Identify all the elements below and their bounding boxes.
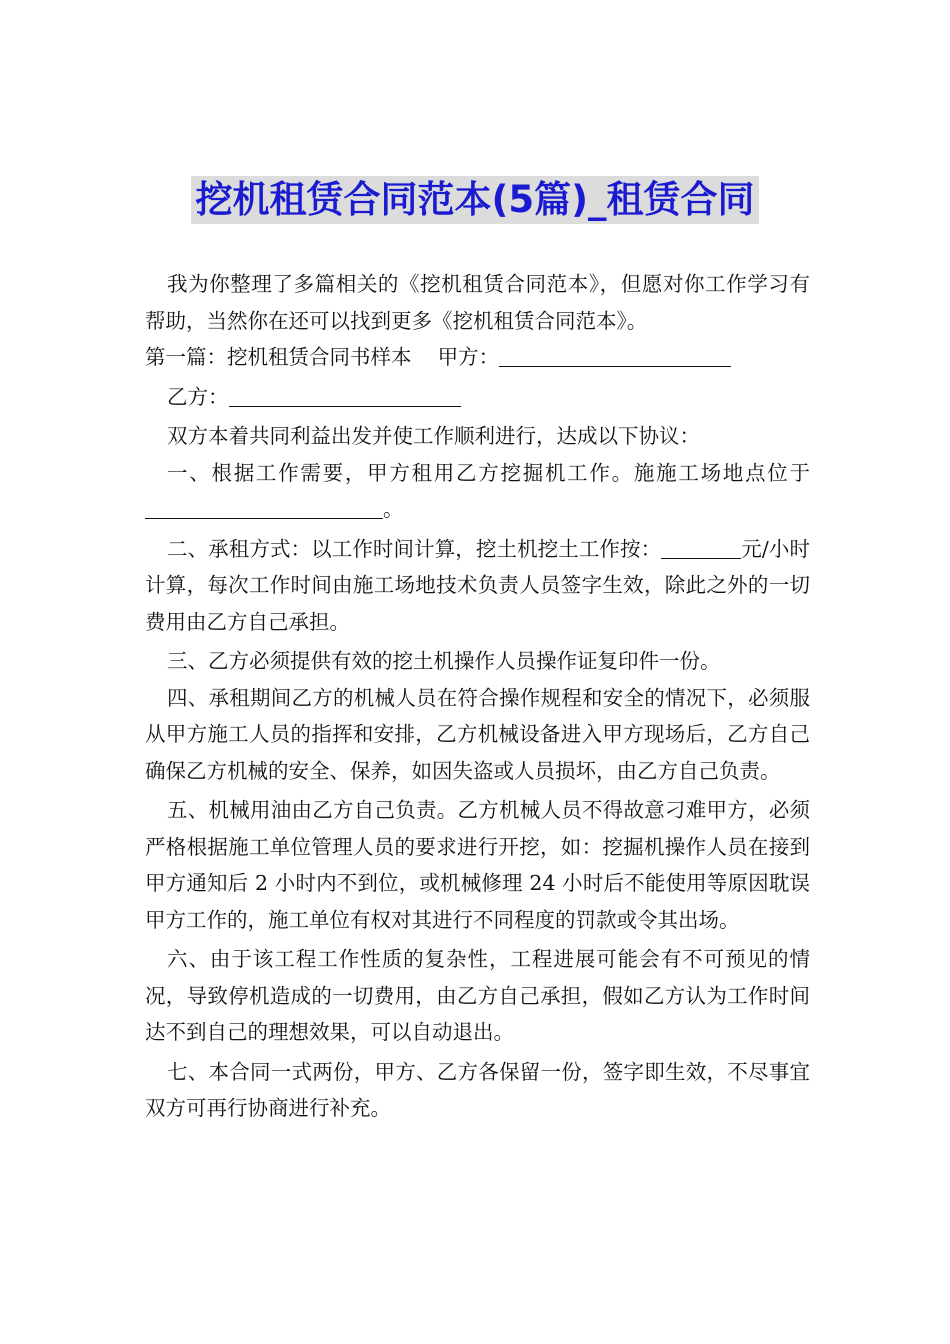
clause-1-text: 一、根据工作需要，甲方租用乙方挖掘机工作。施施工场地点位于 — [167, 460, 810, 485]
clause-3: 三、乙方必须提供有效的挖土机操作人员操作证复印件一份。 — [167, 649, 721, 673]
party-b-label: 乙方： — [167, 384, 229, 409]
clause-6: 六、由于该工程工作性质的复杂性，工程进展可能会有不可预见的情况，导致停机造成的一切费用，由乙方自己承担，假如乙方认为工作时间达不到自己的理想效果，可以自动退出。 — [145, 947, 810, 1044]
clause-2-rest: 元/小时计算，每次工作时间由施工场地技术负责人员签字生效，除此之外的一切费用由乙方自己承担。 — [145, 536, 810, 634]
party-b-line — [145, 379, 810, 416]
document-body — [145, 266, 810, 1127]
clause-2-text: 二、承租方式：以工作时间计算，挖土机挖土工作按： — [167, 536, 662, 561]
chapter-1-line — [145, 339, 810, 376]
clause-7: 七、本合同一式两份，甲方、乙方各保留一份，签字即生效，不尽事宜双方可再行协商进行补充。 — [145, 1059, 810, 1120]
clause-1 — [145, 455, 810, 528]
clause-1-end: 。 — [383, 497, 404, 521]
party-b-blank — [229, 384, 461, 407]
clause-2 — [145, 531, 810, 641]
clause-4: 四、承租期间乙方的机械人员在符合操作规程和安全的情况下，必须服从甲方施工人员的指挥和安排，乙方机械设备进入甲方现场后，乙方自己确保乙方机械的安全、保养，如因失盗或人员损坏，由乙方自己负责。 — [145, 685, 810, 783]
agreement-line: 双方本着共同利益出发并使工作顺利进行，达成以下协议： — [167, 424, 700, 448]
location-blank — [145, 496, 383, 519]
chapter-1-label: 第一篇：挖机租赁合同书样本 — [145, 345, 412, 369]
party-a-blank — [499, 344, 731, 367]
intro-paragraph: 我为你整理了多篇相关的《挖机租赁合同范本》，但愿对你工作学习有帮助，当然你在还可以找到更多《挖机租赁合同范本》。 — [145, 272, 810, 333]
party-a-label: 甲方： — [437, 345, 500, 369]
title-container — [0, 176, 950, 224]
rate-blank — [661, 536, 741, 559]
clause-5: 五、机械用油由乙方自己负责。乙方机械人员不得故意刁难甲方，必须严格根据施工单位管理人员的要求进行开挖，如：挖掘机操作人员在接到甲方通知后 2 小时内不到位，或机械修理 24 小时后不能使用等原因耽误甲方工作的，施工单位有权对其进行不同程度的罚款或令其出场。 — [145, 798, 810, 932]
document-title: 挖机租赁合同范本(5篇)_租赁合同 — [191, 176, 758, 224]
